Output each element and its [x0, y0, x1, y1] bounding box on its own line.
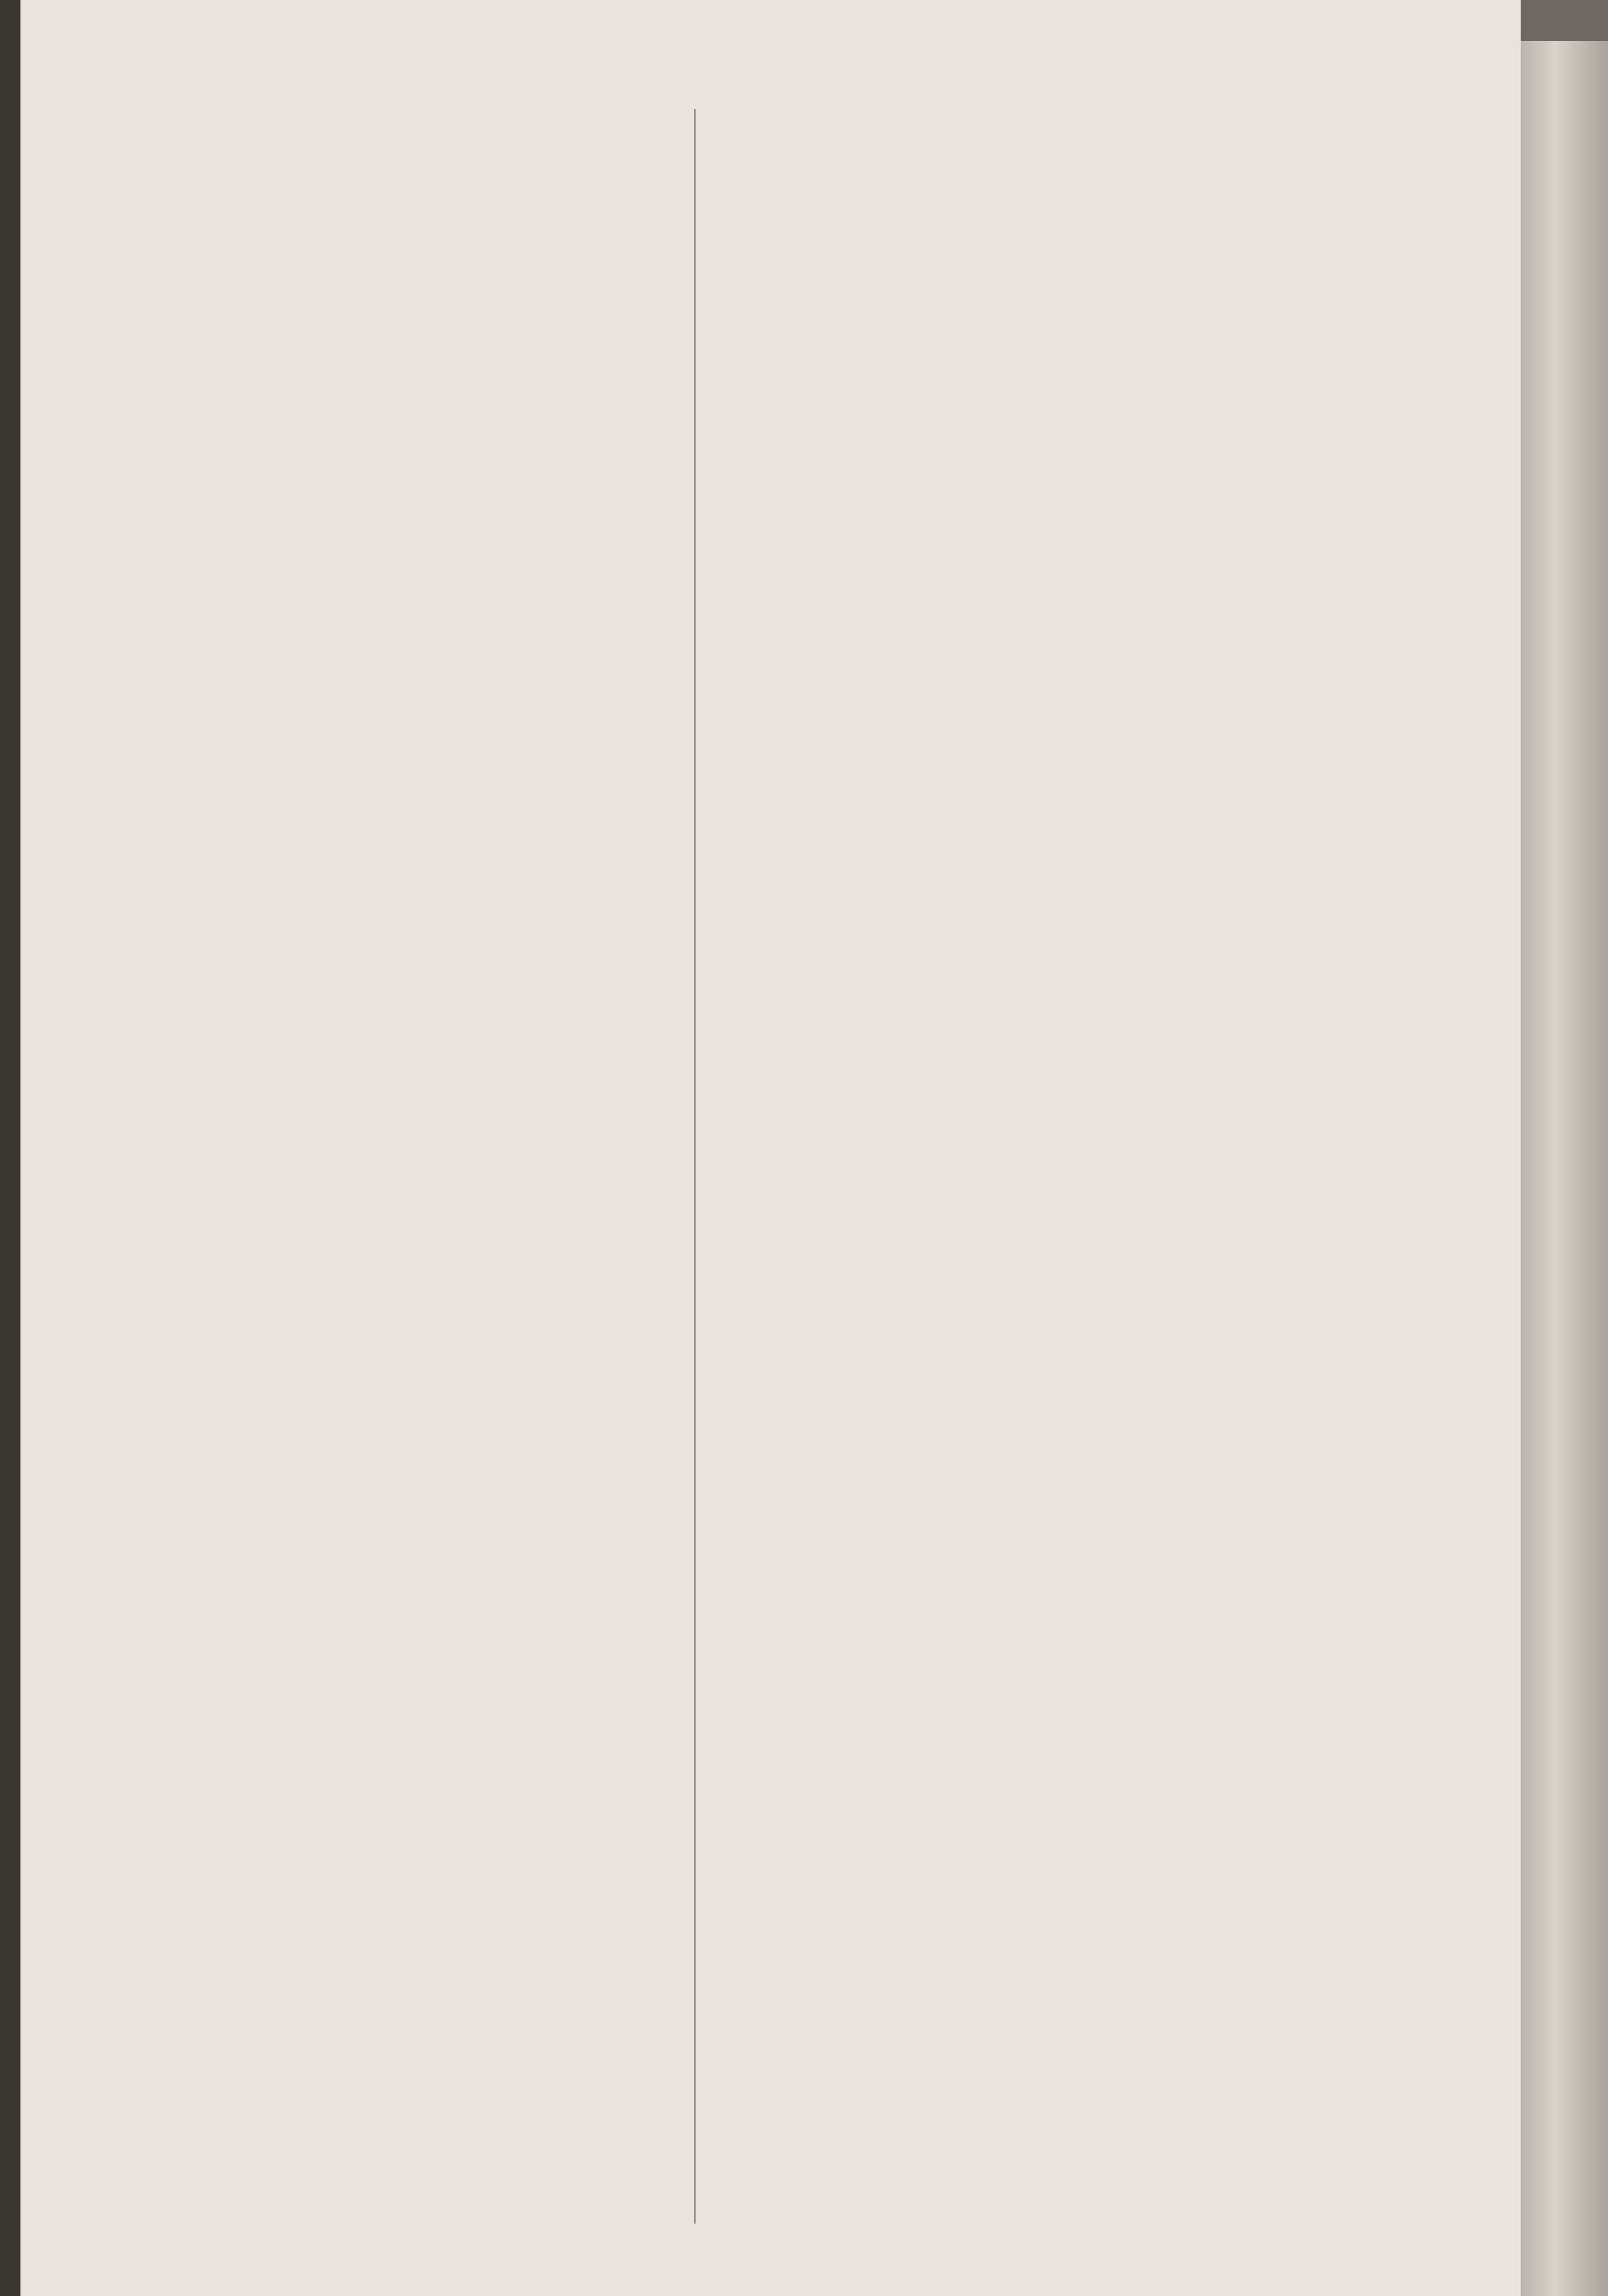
column-divider	[694, 109, 696, 2224]
binding-gutter	[0, 0, 20, 2296]
newspaper-page	[20, 0, 1521, 2296]
page-edge-stack	[1521, 41, 1608, 2296]
